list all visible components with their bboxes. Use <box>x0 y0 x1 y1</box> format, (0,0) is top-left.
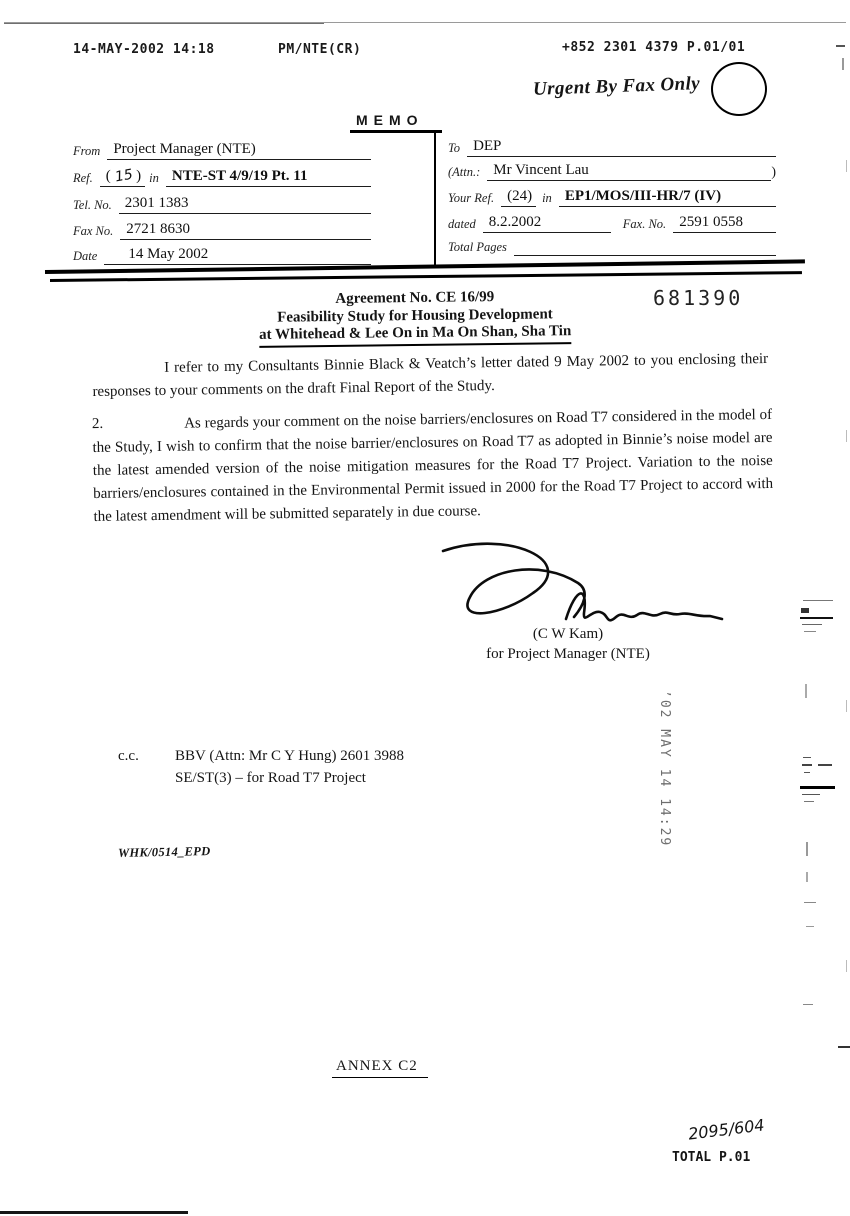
memo-title: MEMO <box>356 112 424 128</box>
cc-line-2: SE/ST(3) – for Road T7 Project <box>175 770 366 786</box>
dated-label: dated <box>448 217 476 231</box>
ref-label: Ref. <box>73 171 93 185</box>
date-label: Date <box>73 249 98 263</box>
form-right-column <box>448 135 776 265</box>
form-row-from <box>73 141 371 160</box>
cc-list <box>175 745 404 789</box>
dated-fax-value: 2591 0558 <box>673 214 776 233</box>
file-number-stamp: 681390 <box>653 286 744 310</box>
signatory-title: for Project Manager (NTE) <box>486 646 650 662</box>
ref-value: NTE-ST 4/9/19 Pt. 11 <box>166 168 371 187</box>
attn-value: Mr Vincent Lau <box>487 162 771 181</box>
form-left-column <box>73 138 371 268</box>
cc-line-1: BBV (Attn: Mr C Y Hung) 2601 3988 <box>175 748 405 764</box>
your-ref-label: Your Ref. <box>448 191 495 205</box>
handwritten-page-ref: 2095/604 <box>687 1115 766 1144</box>
form-bottom-rule-2 <box>50 271 802 282</box>
file-reference: WHK/0514_EPD <box>117 844 211 860</box>
scan-top-line-dark <box>4 23 324 24</box>
form-row-ref <box>73 168 371 187</box>
cc-label: c.c. <box>118 748 139 764</box>
body-paragraph-2-wrap <box>91 406 774 529</box>
fax-stamp-circle <box>711 62 767 116</box>
body-paragraph-1: I refer to my Consultants Binnie Black & Veatch’s letter dated 9 May 2002 to you enclosing their responses to your comments on the draft Final Report of the Study. <box>92 350 769 400</box>
paragraph-2-number: 2. <box>91 415 104 433</box>
received-date-stamp: ’02 MAY 14 14:29 <box>657 690 672 848</box>
date-value: 14 May 2002 <box>104 246 371 265</box>
your-ref-number: (24) <box>501 188 536 207</box>
total-pages-value-blank <box>514 255 776 256</box>
annex-label: ANNEX C2 <box>332 1058 428 1078</box>
memo-underline <box>350 130 442 133</box>
subject-line-2: Feasibility Study for Housing Development <box>277 305 553 326</box>
form-row-fax <box>73 221 371 240</box>
to-label: To <box>448 141 461 155</box>
body-paragraph-2: As regards your comment on the noise barriers/enclosures on Road T7 considered in the model of the Study, I wish to confirm that the noise barrier/enclosures on Road T7 as adopted in Binnie’s noise model are the latest amended version of the noise mitigation measures for the Road T7 Project. Variation to the noise barriers/enclosures contained in the Environmental Permit issued in 2000 for the Road T7 Project to accord with the latest amendment will be submitted separately in due course. <box>92 406 774 525</box>
attn-close-paren: ) <box>771 165 776 180</box>
form-row-total-pages <box>448 240 776 256</box>
fax-header-number-page: +852 2301 4379 P.01/01 <box>562 40 746 55</box>
fax-header-sender: PM/NTE(CR) <box>278 42 362 57</box>
form-row-tel <box>73 195 371 214</box>
subject-block <box>225 288 606 348</box>
your-ref-in-label: in <box>542 191 552 205</box>
ref-handwritten: 15 <box>113 166 134 186</box>
dated-fax-label: Fax. No. <box>622 217 667 231</box>
your-ref-value: EP1/MOS/III-HR/7 (IV) <box>559 188 776 207</box>
dated-value: 8.2.2002 <box>483 214 611 233</box>
subject-line-3: at Whitehead & Lee On in Ma On Shan, Sha Tin <box>259 323 571 347</box>
fax-header-datetime: 14-MAY-2002 14:18 <box>73 42 215 57</box>
form-row-your-ref <box>448 188 776 207</box>
tel-label: Tel. No. <box>73 198 112 212</box>
subject-line-1: Agreement No. CE 16/99 <box>335 289 495 307</box>
fax-value: 2721 8630 <box>120 221 371 240</box>
from-label: From <box>73 144 101 158</box>
form-row-date <box>73 246 371 265</box>
to-value: DEP <box>467 138 776 157</box>
ref-number: ( 15 ) <box>100 168 145 187</box>
form-row-attn <box>448 162 776 181</box>
fax-footer-total: TOTAL P.01 <box>672 1150 751 1165</box>
form-column-divider <box>434 133 436 267</box>
signatory-name: (C W Kam) <box>532 626 604 642</box>
attn-label: (Attn.: <box>448 165 481 179</box>
total-pages-label: Total Pages <box>448 240 507 254</box>
ref-in-label: in <box>149 171 159 185</box>
from-value: Project Manager (NTE) <box>107 141 371 160</box>
tel-value: 2301 1383 <box>119 195 371 214</box>
urgent-by-fax-label: Urgent By Fax Only <box>532 73 701 100</box>
fax-label: Fax No. <box>73 224 114 238</box>
form-row-to <box>448 138 776 157</box>
form-row-dated <box>448 214 776 233</box>
